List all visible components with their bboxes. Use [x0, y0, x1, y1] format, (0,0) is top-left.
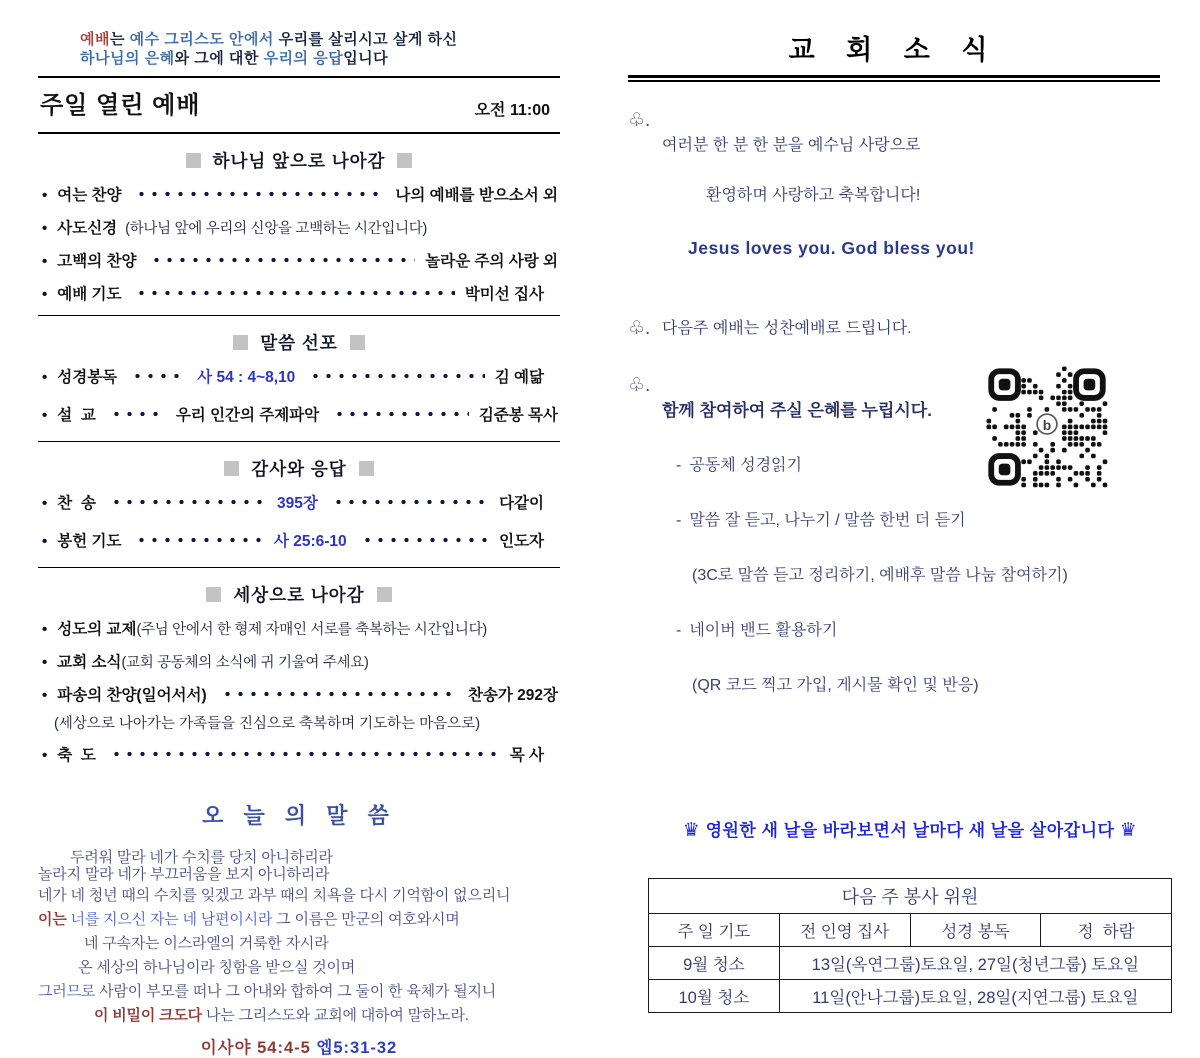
- table-cell: 주 일 기도: [649, 914, 780, 947]
- order-row: • 설 교 우리 인간의 주제파악 김준봉 목사: [42, 403, 558, 425]
- square-bullet-icon: [206, 587, 221, 602]
- table-cell: 성경 봉독: [910, 914, 1041, 947]
- scripture-text: 두려워 말라 네가 수치를 당치 아니하리라 놀라지 말라 네가 부끄러움을 보지 아니하리라 네가 네 청년 때의 수치를 잊겠고 과부 때의 치욕을 다시 기억함이 없으리니 이는 너를 지으신 자는 네 남편이시라 그 이름은 만군의 여호와시며 네 구속자는 이스라엘의 거룩한 자시라 온 세상의 하나님이라 칭함을 받으실 것이며 그러므로 사람이 부모를 떠나 그 아내와 합하여 그 둘이 한 육체가 될지니 이 비밀이 크도다 나는 그리스도와 교회에 대하여 말하노라. 이사야 54:4-5 엡5:31-32: [38, 850, 560, 1058]
- square-bullet-icon: [224, 461, 239, 476]
- section-going-world: [38, 582, 560, 765]
- order-row: • 예배 기도 박미선 집사: [42, 286, 544, 303]
- todays-word: [38, 799, 560, 1058]
- service-time: 오전 11:00: [474, 102, 550, 119]
- double-divider: [628, 75, 1160, 82]
- order-row: • 축 도 목 사: [42, 747, 544, 764]
- clover-icon: ♧.: [628, 375, 651, 396]
- table-row: [649, 947, 1172, 980]
- square-bullet-icon: [397, 153, 412, 168]
- table-row: [649, 914, 1172, 947]
- dot-leader: [127, 373, 187, 379]
- service-title: 주일 열린 예배: [40, 92, 201, 119]
- dot-bullet-icon: •: [42, 621, 48, 638]
- dot-leader: [106, 499, 267, 505]
- crown-icon: ♛: [682, 820, 701, 841]
- qr-center-logo: b: [1042, 416, 1052, 433]
- news-item-welcome: ♧. 여러분 한 분 한 분을 예수님 사랑으로 환영하며 사랑하고 축복합니다! Jesus loves you. God bless you!: [628, 108, 1160, 286]
- square-bullet-icon: [359, 461, 374, 476]
- square-bullet-icon: [186, 153, 201, 168]
- sending-note: (세상으로 나아가는 가족들을 진심으로 축복하며 기도하는 마음으로): [54, 716, 481, 732]
- order-row: • 찬 송 395장 다같이: [42, 491, 558, 513]
- news-item-communion: ♧. 다음주 예배는 성찬예배로 드립니다.: [628, 318, 912, 339]
- dot-bullet-icon: •: [42, 286, 48, 303]
- table-row: [649, 879, 1172, 914]
- dot-bullet-icon: •: [42, 407, 48, 424]
- dot-leader: [106, 411, 166, 417]
- duty-table: [648, 878, 1172, 1013]
- dot-bullet-icon: •: [42, 533, 48, 550]
- intro-statement: 예배는 예수 그리스도 안에서 우리를 살리시고 살게 하신 하나님의 은혜와 그에 대한 우리의 응답입니다: [80, 31, 458, 67]
- section-word-proclaimed: [38, 330, 560, 425]
- dot-leader: [106, 751, 500, 757]
- table-title: 다음 주 봉사 위원: [649, 879, 1172, 914]
- clover-icon: ♧.: [628, 110, 651, 131]
- divider: [38, 567, 560, 568]
- scripture-reference-line: 이사야 54:4-5 엡5:31-32: [200, 1039, 398, 1057]
- square-bullet-icon: [350, 335, 365, 350]
- dot-bullet-icon: •: [42, 220, 48, 237]
- section-title: 말씀 선포: [260, 333, 338, 353]
- news-subitem: (3C로 말씀 듣고 정리하기, 예배후 말씀 나눔 참여하기): [692, 567, 1068, 584]
- dot-leader: [217, 691, 458, 697]
- dot-leader: [131, 191, 385, 197]
- table-cell: 11일(안나그룹)토요일, 28일(지연그룹) 토요일: [779, 980, 1171, 1013]
- sermon-title: 우리 인간의 주제파악: [175, 407, 320, 424]
- news-subitem: - 네이버 밴드 활용하기: [676, 622, 838, 639]
- table-cell: 정 하람: [1041, 914, 1172, 947]
- worship-order-column: [38, 30, 560, 1058]
- dot-leader: [329, 411, 469, 417]
- table-cell: 13일(옥연그룹)토요일, 27일(청년그룹) 토요일: [779, 947, 1171, 980]
- dot-bullet-icon: •: [42, 687, 48, 704]
- church-news-column: [628, 28, 1160, 723]
- dot-leader: [357, 537, 489, 543]
- order-row: • 여는 찬양 나의 예배를 받으소서 외: [42, 187, 558, 204]
- order-row: • 고백의 찬양 놀라운 주의 사랑 외: [42, 253, 558, 270]
- divider: [38, 315, 560, 316]
- divider: [38, 132, 560, 134]
- scripture-reference: 사 54 : 4~8,10: [197, 369, 296, 386]
- section-title: 하나님 앞으로 나아감: [212, 151, 386, 171]
- order-row: • 교회 소식 (교회 공동체의 소식에 귀 기울여 주세요): [42, 654, 369, 671]
- qr-code: [986, 366, 1108, 488]
- news-subitem: - 말씀 잘 듣고, 나누기 / 말씀 한번 더 듣기: [676, 512, 966, 529]
- order-row: • 성도의 교제 (주님 안에서 한 형제 자매인 서로를 축복하는 시간입니다): [42, 621, 487, 638]
- dot-bullet-icon: •: [42, 654, 48, 671]
- crown-icon: ♛: [1119, 820, 1138, 841]
- scripture-reference: 사 25:6-10: [273, 533, 347, 550]
- news-subitem: - 공동체 성경읽기: [676, 457, 802, 474]
- hymn-number: 395장: [277, 495, 318, 512]
- intro-word-worship: 예배: [80, 31, 110, 48]
- table-cell: 전 인영 집사: [779, 914, 910, 947]
- dot-bullet-icon: •: [42, 187, 48, 204]
- motto-line: ♛ 영원한 새 날을 바라보면서 날마다 새 날을 살아갑니다 ♛: [682, 820, 1138, 841]
- dot-bullet-icon: •: [42, 495, 48, 512]
- section-approach-god: [38, 148, 560, 304]
- table-cell: 10월 청소: [649, 980, 780, 1013]
- order-row: • 사도신경 (하나님 앞에 우리의 신앙을 고백하는 시간입니다): [42, 220, 428, 237]
- square-bullet-icon: [377, 587, 392, 602]
- section-title: 감사와 응답: [251, 459, 347, 479]
- church-news-title: 교 회 소 식: [788, 35, 1000, 65]
- order-row: • 성경봉독 사 54 : 4~8,10 김 예닮: [42, 365, 558, 387]
- divider: [38, 441, 560, 442]
- dot-bullet-icon: •: [42, 369, 48, 386]
- clover-icon: ♧.: [628, 318, 651, 339]
- todays-word-title: 오 늘 의 말 씀: [202, 803, 396, 828]
- dot-bullet-icon: •: [42, 253, 48, 270]
- dot-leader: [146, 257, 415, 263]
- order-row: • 파송의 찬양(일어서서) 찬송가 292장: [42, 687, 558, 704]
- news-item-participate: ♧. 함께 참여하여 주실 은혜를 누립시다. - 공동체 성경읽기 - 말씀 잘 듣고, 나누기 / 말씀 한번 더 듣기 (3C로 말씀 듣고 정리하기, 예배후 말씀 나눔 참여하기) - 네이버 밴드 활용하기 (QR 코드 찍고 가입, 게시물 확인 및 반응): [628, 373, 1160, 723]
- section-title: 세상으로 나아감: [233, 585, 365, 605]
- dot-leader: [131, 290, 454, 296]
- dot-bullet-icon: •: [42, 747, 48, 764]
- dot-leader: [131, 537, 263, 543]
- square-bullet-icon: [233, 335, 248, 350]
- table-row: [649, 980, 1172, 1013]
- dot-leader: [305, 373, 484, 379]
- table-cell: 9월 청소: [649, 947, 780, 980]
- news-subitem: (QR 코드 찍고 가입, 게시물 확인 및 반응): [692, 677, 979, 694]
- bottom-right-block: [640, 816, 1180, 1013]
- dot-leader: [328, 499, 489, 505]
- section-thanks-response: [38, 456, 560, 551]
- english-blessing: Jesus loves you. God bless you!: [688, 238, 975, 258]
- order-row: • 봉헌 기도 사 25:6-10 인도자: [42, 529, 558, 551]
